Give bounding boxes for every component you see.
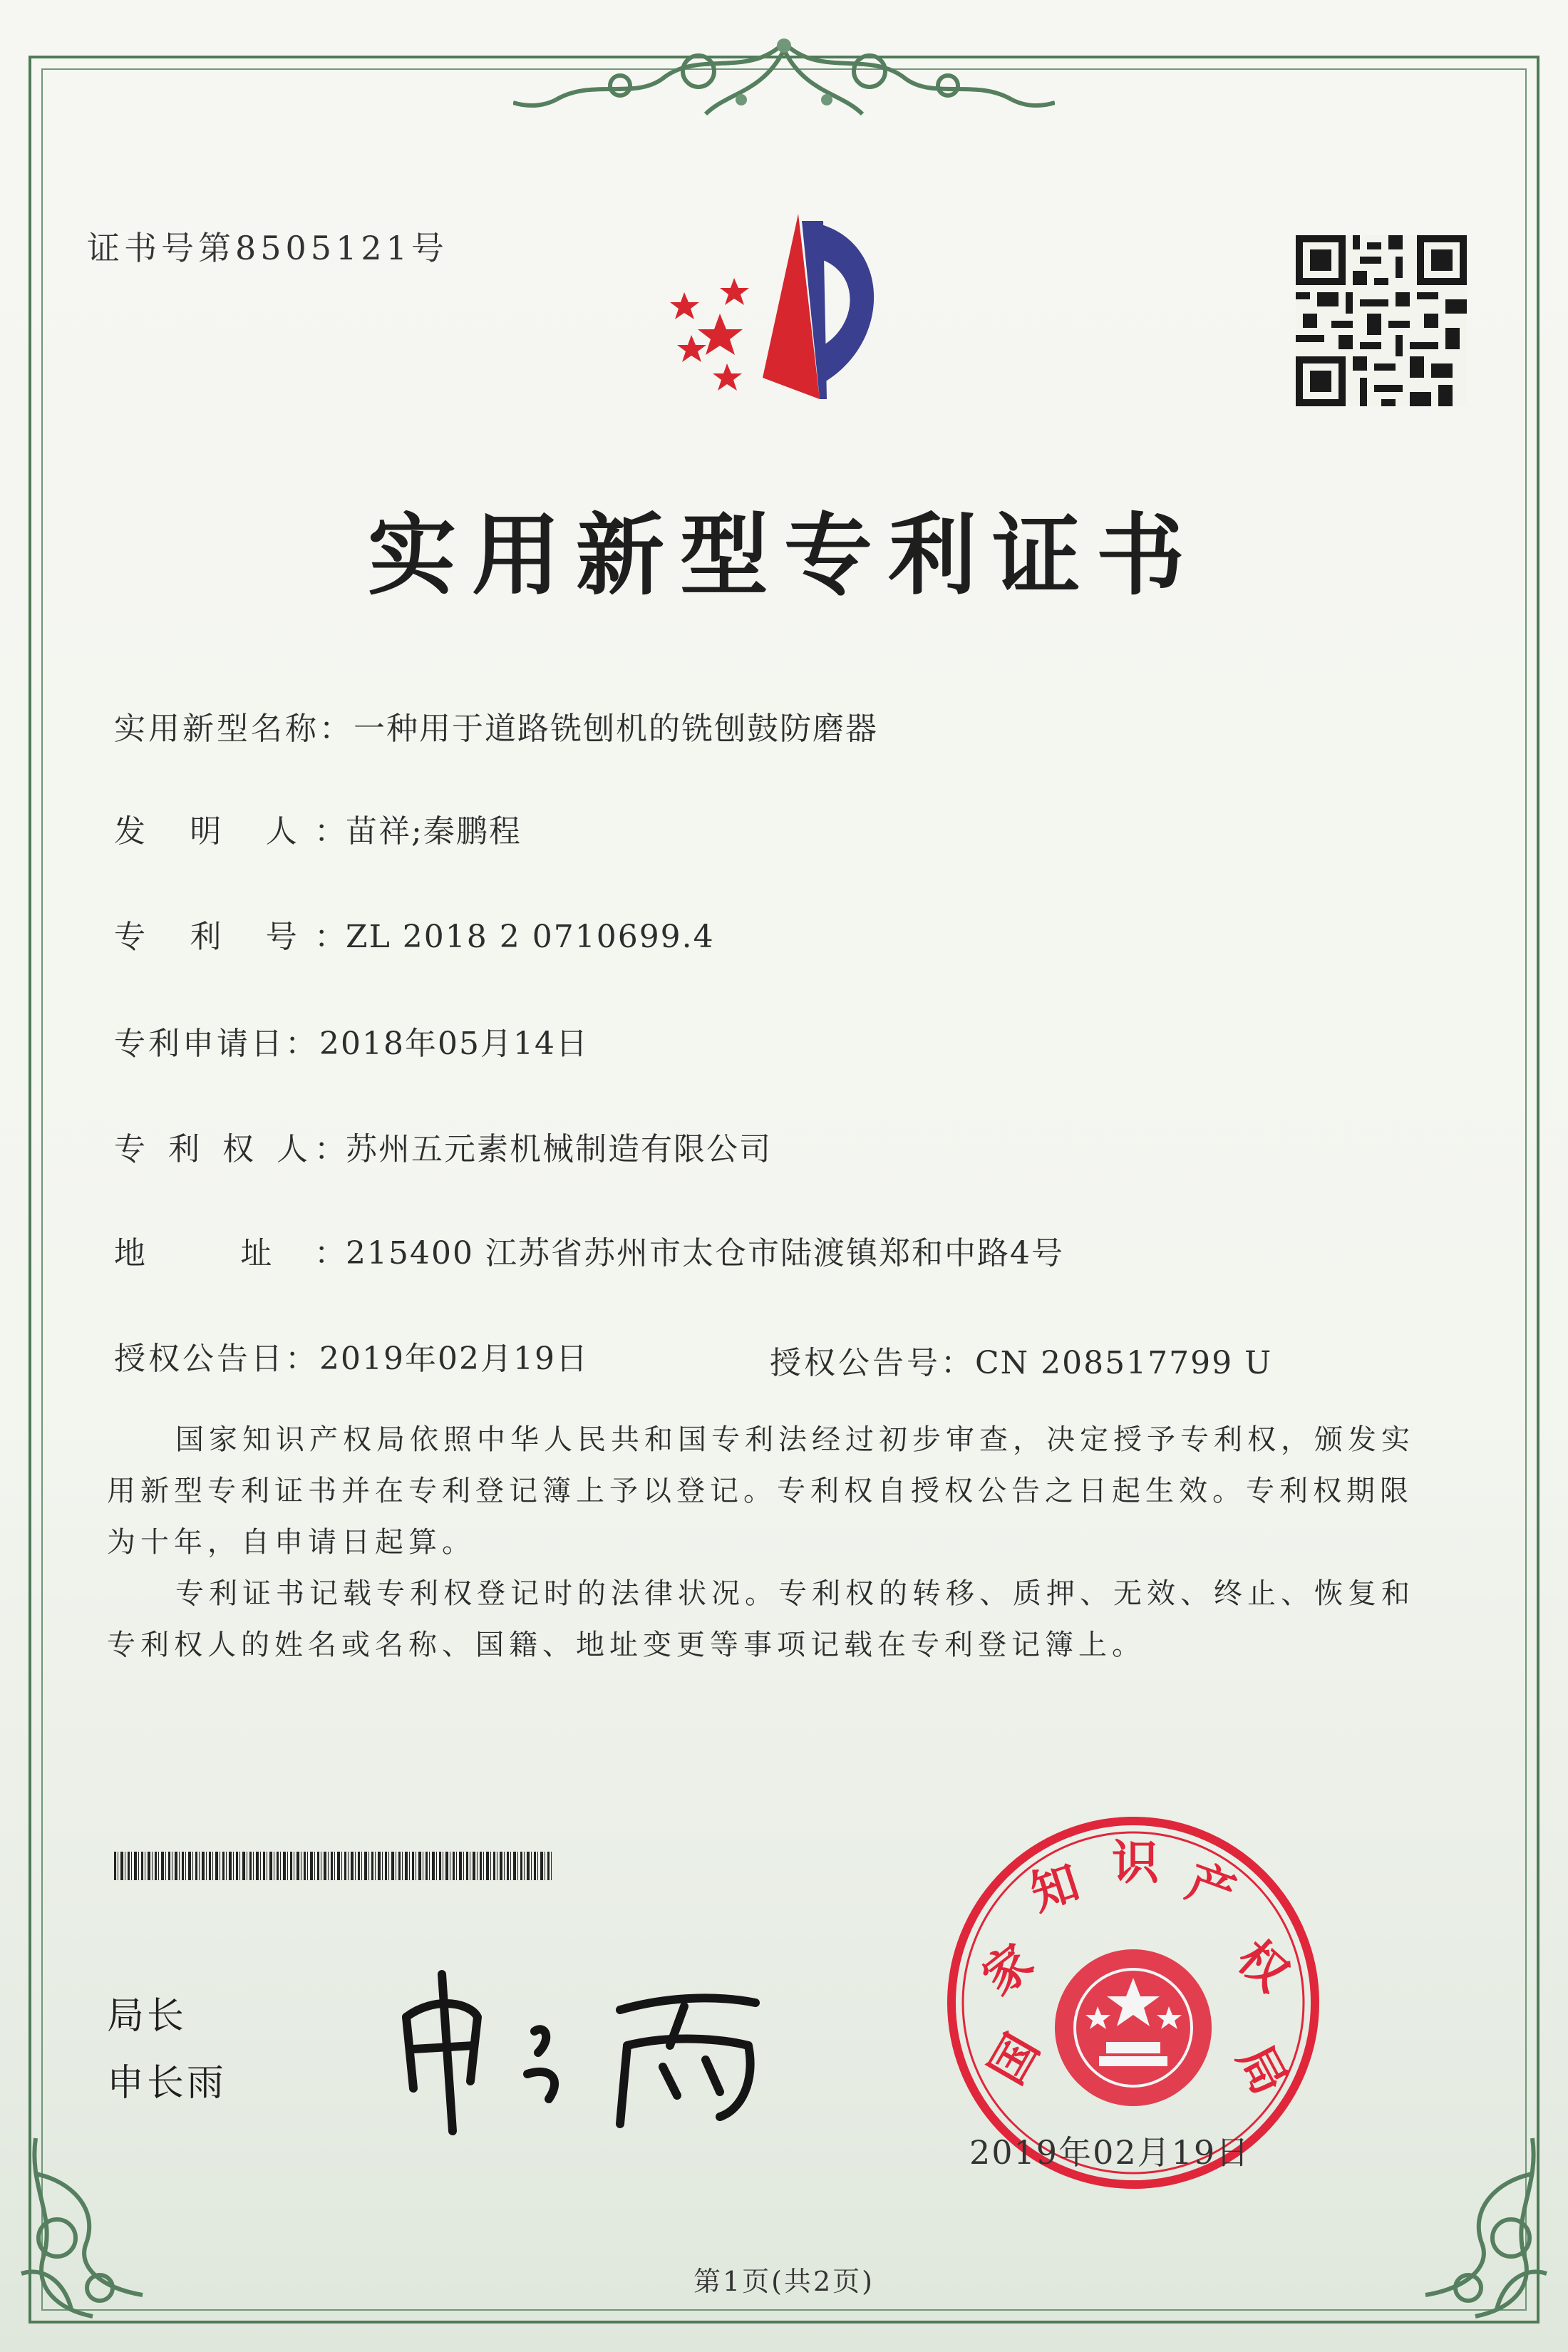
top-ornament-icon <box>513 29 1055 128</box>
field-label: 专 利 号： <box>114 919 346 955</box>
field-value: 215400 江苏省苏州市太仓市陆渡镇郑和中路4号 <box>346 1235 1064 1272</box>
field-value: 2018年05月14日 <box>319 1026 589 1062</box>
field-grant-announcement-date <box>114 1333 589 1378</box>
legal-paragraph-2: 专利证书记载专利权登记时的法律状况。专利权的转移、质押、无效、终止、恢复和专利权人的姓名或名称、国籍、地址变更等事项记载在专利登记簿上。 <box>107 1577 1415 1661</box>
field-patentee <box>114 1123 772 1169</box>
svg-text:家: 家 <box>972 1934 1043 2006</box>
director-title: 局长 <box>107 1995 187 2038</box>
field-address <box>114 1227 1064 1273</box>
svg-text:局: 局 <box>1227 2036 1298 2104</box>
field-value: 苗祥;秦鹏程 <box>346 813 522 850</box>
field-filing-date <box>114 1018 589 1063</box>
director-signature <box>385 1953 784 2138</box>
field-label: 专利申请日： <box>114 1026 319 1062</box>
director-name: 申长雨 <box>107 2062 227 2105</box>
cnipa-logo-icon <box>656 207 941 413</box>
field-label: 专 利 权 人： <box>114 1131 346 1167</box>
bottom-left-ornament-icon <box>14 2131 178 2331</box>
field-value: 2019年02月19日 <box>319 1341 589 1377</box>
field-patent-number <box>114 911 715 956</box>
field-value: ZL 2018 2 0710699.4 <box>346 919 715 955</box>
field-value: 一种用于道路铣刨机的铣刨鼓防磨器 <box>354 711 878 747</box>
barcode-icon <box>114 1852 552 1880</box>
seal-date: 2019年02月19日 <box>969 2133 1251 2172</box>
svg-text:知: 知 <box>1023 1855 1086 1922</box>
svg-text:产: 产 <box>1179 1854 1243 1922</box>
field-label: 授权公告日： <box>114 1341 319 1377</box>
field-inventor <box>114 805 522 851</box>
field-label: 实用新型名称： <box>114 711 354 747</box>
page-indicator: 第1页(共2页) <box>693 2266 875 2297</box>
svg-text:识: 识 <box>1112 1835 1159 1890</box>
field-grant-announcement-number <box>770 1337 1272 1383</box>
field-utility-model-name <box>114 703 878 748</box>
field-value: 苏州五元素机械制造有限公司 <box>346 1131 772 1167</box>
legal-paragraph-1: 国家知识产权局依照中华人民共和国专利法经过初步审查，决定授予专利权，颁发实用新型专利证书并在专利登记簿上予以登记。专利权自授权公告之日起生效。专利权期限为十年，自申请日起算。 <box>107 1423 1415 1559</box>
field-label: 授权公告号： <box>770 1345 975 1381</box>
field-label: 发 明 人： <box>114 813 346 850</box>
field-value: CN 208517799 U <box>975 1345 1273 1381</box>
qr-code-icon <box>1296 235 1467 406</box>
svg-text:权: 权 <box>1227 1929 1299 2002</box>
bottom-right-ornament-icon <box>1390 2131 1554 2331</box>
certificate-number: 证书号第8505121号 <box>87 229 448 267</box>
field-label: 地 址： <box>114 1235 346 1272</box>
certificate-title: 实用新型专利证书 <box>367 505 1200 607</box>
svg-text:国: 国 <box>979 2025 1051 2094</box>
